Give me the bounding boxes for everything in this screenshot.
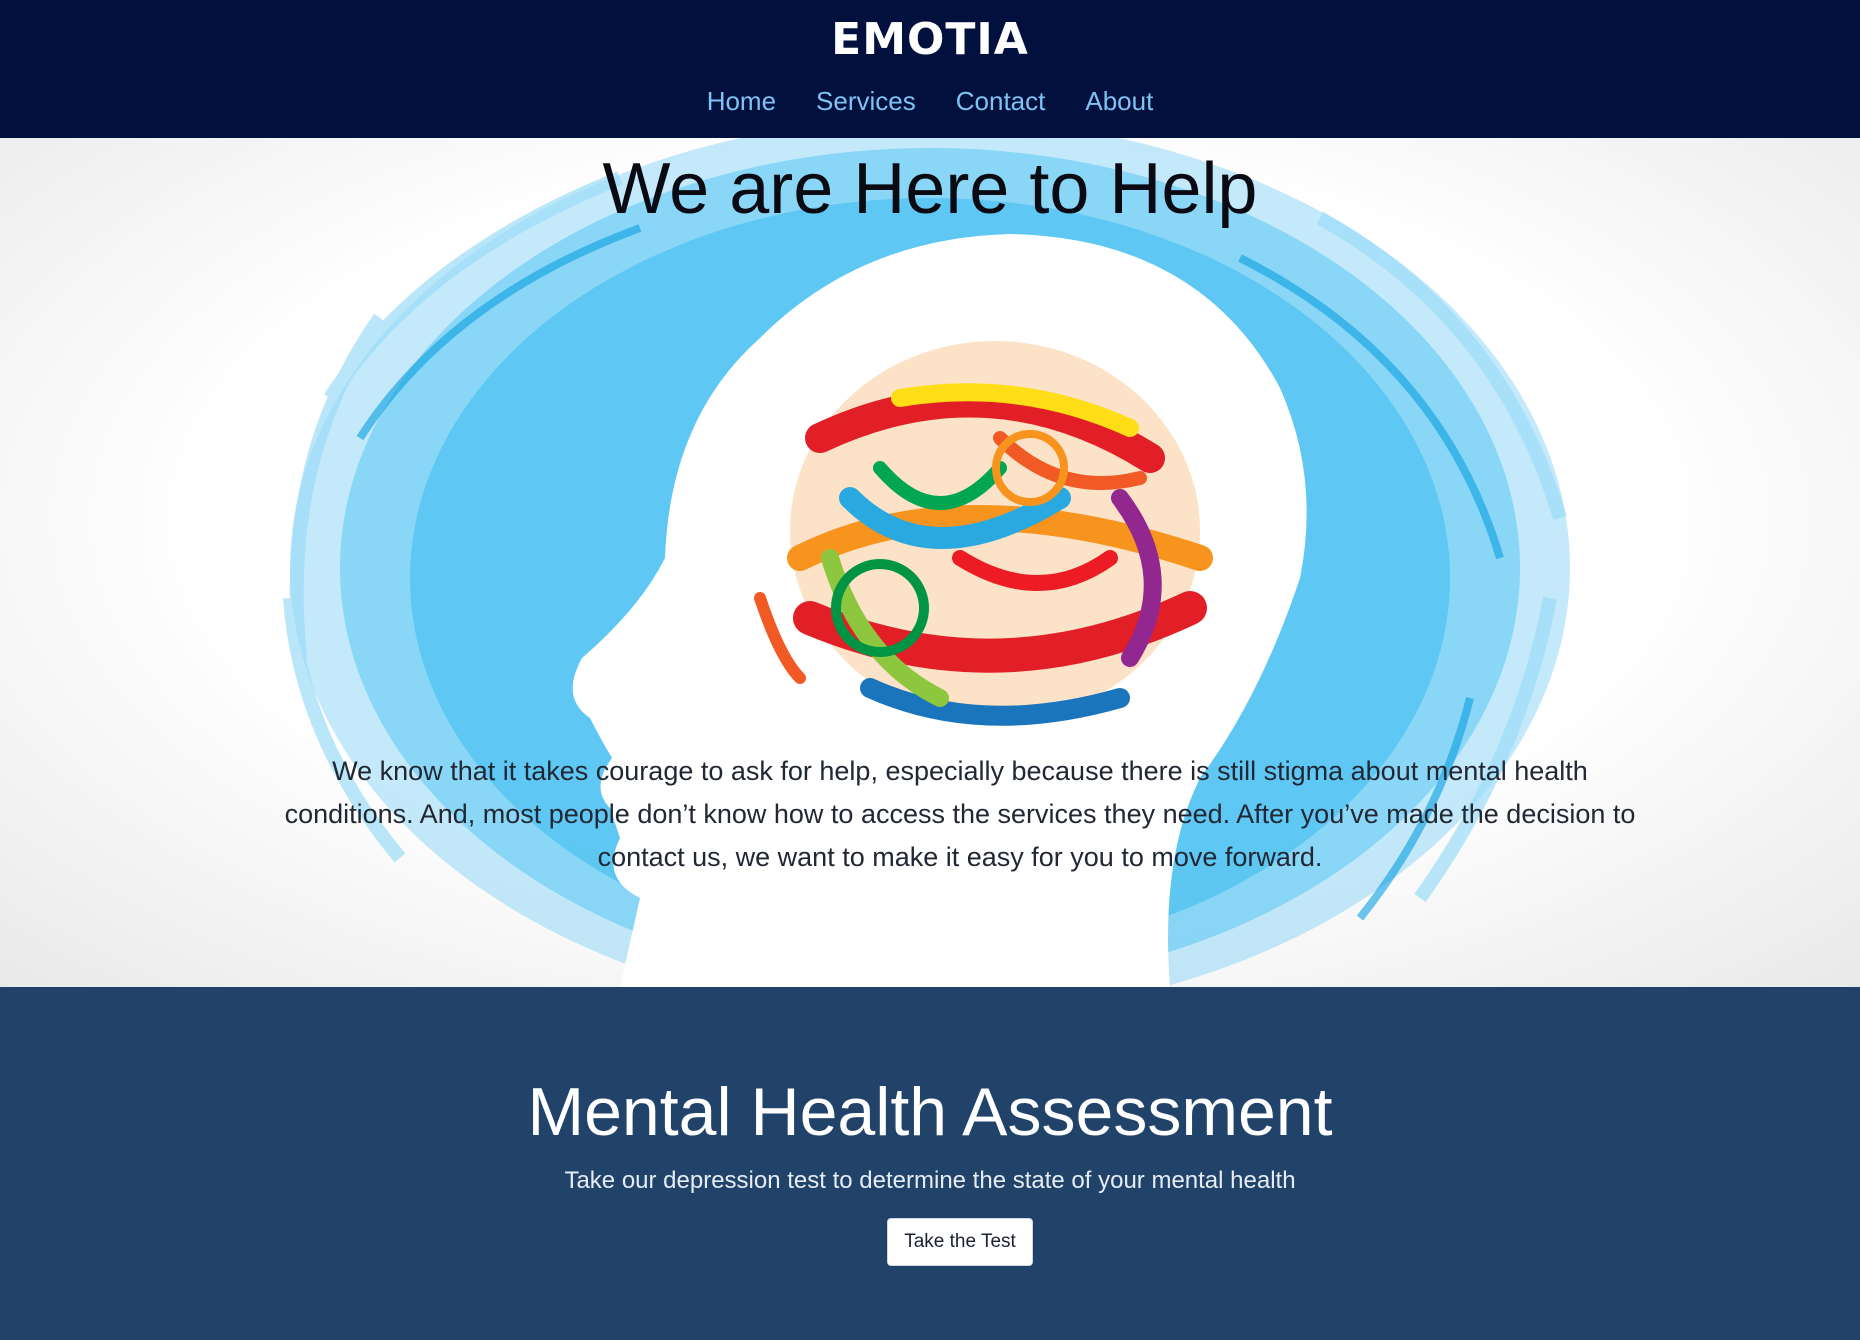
assessment-section [0, 987, 1860, 1340]
nav-contact[interactable]: Contact [955, 86, 1046, 116]
hero-description: We know that it takes courage to ask for help, especially because there is still stigma about mental health conditions. And, most people don’t know how to access the services they need. After you’ve made the decision to contact us, we want to make it easy for you to move forward. [284, 756, 1636, 872]
nav-about[interactable]: About [1085, 86, 1154, 116]
hero-title: We are Here to Help [602, 149, 1258, 229]
site-header [0, 0, 1860, 138]
assessment-title: Mental Health Assessment [527, 1074, 1333, 1150]
assessment-subtitle: Take our depression test to determine the state of your mental health [564, 1167, 1296, 1194]
nav-services[interactable]: Services [816, 86, 916, 116]
take-test-button[interactable]: Take the Test [887, 1218, 1033, 1266]
brand-logo[interactable]: EMOTIA [831, 14, 1029, 65]
hero-section [0, 138, 1860, 987]
nav-home[interactable]: Home [706, 86, 777, 116]
main-nav [0, 86, 1860, 117]
